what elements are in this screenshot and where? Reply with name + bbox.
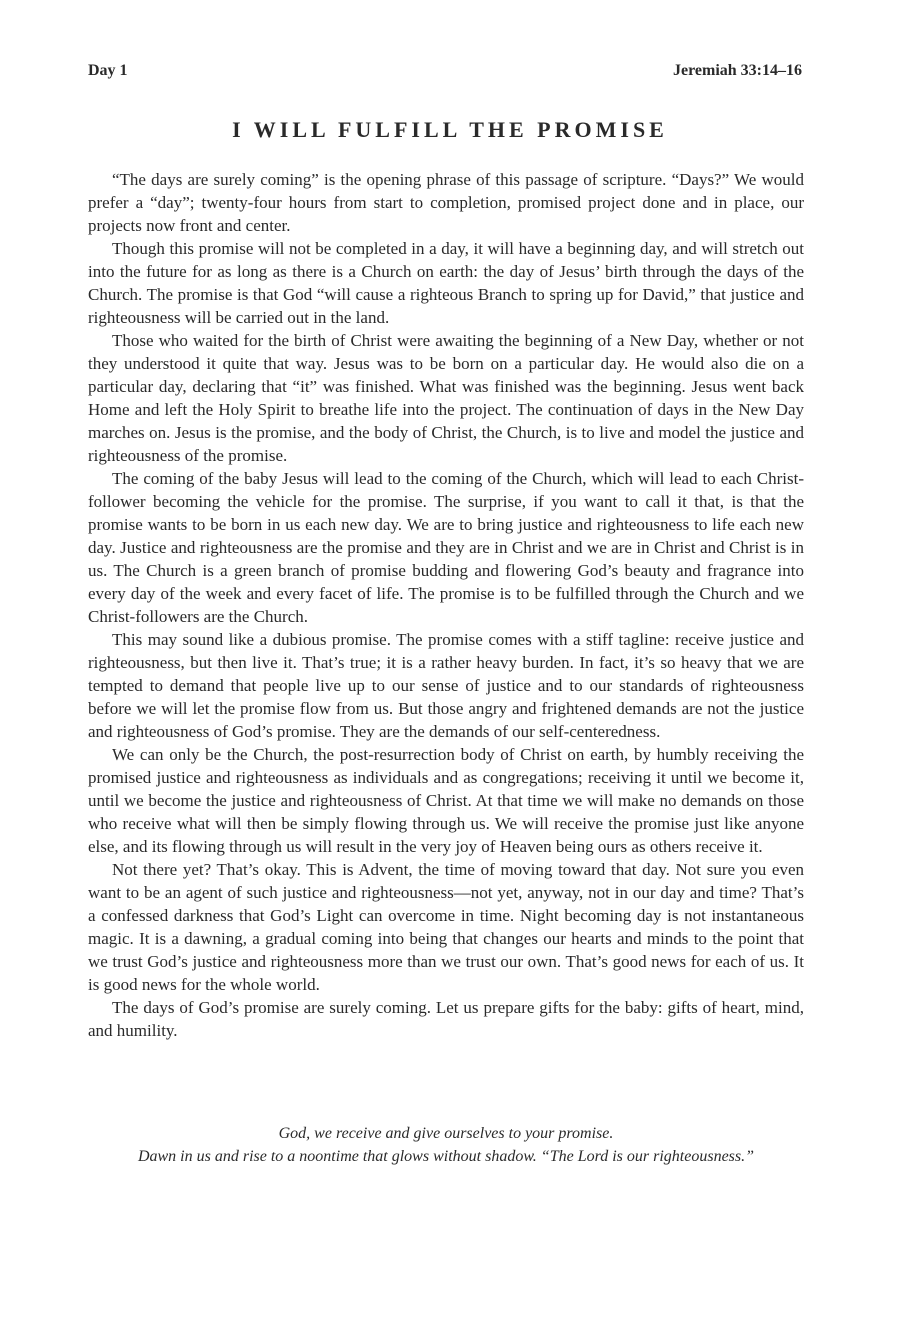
paragraph: We can only be the Church, the post-resurrection body of Christ on earth, by humbly receiving the promised justice and righteousness as individuals and as congregations; receiving it until we become it, until we become the justice and righteousness of Christ. At that time we will make no demands on those who receive what will then be simply flowing through us. We will receive the promise just like anyone else, and its flowing through us will result in the very joy of Heaven being ours as others receive it. bbox=[88, 745, 804, 856]
closing-prayer bbox=[88, 1122, 804, 1168]
prayer-line: God, we receive and give ourselves to your promise. bbox=[278, 1125, 614, 1142]
running-head bbox=[88, 61, 802, 81]
devotional-body bbox=[88, 168, 804, 1042]
prayer-line: Dawn in us and rise to a noontime that glows without shadow. “The Lord is our righteousness.” bbox=[137, 1148, 755, 1165]
paragraph: The coming of the baby Jesus will lead to the coming of the Church, which will lead to each Christ-follower becoming the vehicle for the promise. The surprise, if you want to call it that, is that the promise wants to be born in us each new day. We are to bring justice and righteousness to life each new day. Justice and righteousness are the promise and they are in Christ and we are in Christ and Christ is in us. The Church is a green branch of promise budding and flowering God’s beauty and fragrance into every day of the week and every facet of life. The promise is to be fulfilled through the Church and we Christ-followers are the Church. bbox=[88, 469, 804, 626]
day-label: Day 1 bbox=[88, 62, 128, 79]
paragraph: Though this promise will not be completed in a day, it will have a beginning day, and will stretch out into the future for as long as there is a Church on earth: the day of Jesus’ birth through the days of the Church. The promise is that God “will cause a righteous Branch to spring up for David,” that justice and righteousness will be carried out in the land. bbox=[88, 239, 804, 327]
paragraph: This may sound like a dubious promise. The promise comes with a stiff tagline: receive justice and righteousness, but then live it. That’s true; it is a rather heavy burden. In fact, it’s so heavy that we are tempted to demand that people live up to our sense of justice and to our standards of righteousness before we will let the promise flow from us. But those angry and frightened demands are not the justice and righteousness of God’s promise. They are the demands of our self-centeredness. bbox=[88, 630, 804, 741]
paragraph: “The days are surely coming” is the opening phrase of this passage of scripture. “Days?” We would prefer a “day”; twenty-four hours from start to completion, promised project done and in place, our projects now front and center. bbox=[88, 170, 804, 235]
page-title: I WILL FULFILL THE PROMISE bbox=[232, 117, 668, 142]
scripture-reference: Jeremiah 33:14–16 bbox=[672, 62, 802, 79]
paragraph: Those who waited for the birth of Christ were awaiting the beginning of a New Day, whether or not they understood it quite that way. Jesus was to be born on a particular day. He would also die on a particular day, declaring that “it” was finished. What was finished was the beginning. Jesus went back Home and left the Holy Spirit to breathe life into the project. The continuation of days in the New Day marches on. Jesus is the promise, and the body of Christ, the Church, is to live and model the justice and righteousness of the promise. bbox=[88, 331, 804, 465]
paragraph: The days of God’s promise are surely coming. Let us prepare gifts for the baby: gifts of heart, mind, and humility. bbox=[88, 998, 804, 1040]
paragraph: Not there yet? That’s okay. This is Advent, the time of moving toward that day. Not sure you even want to be an agent of such justice and righteousness—not yet, anyway, not in our day and time? That’s a confessed darkness that God’s Light can overcome in time. Night becoming day is not instantaneous magic. It is a dawning, a gradual coming into being that changes our hearts and minds to the point that we trust God’s justice and righteousness more than we trust our own. That’s good news for each of us. It is good news for the whole world. bbox=[88, 860, 804, 994]
